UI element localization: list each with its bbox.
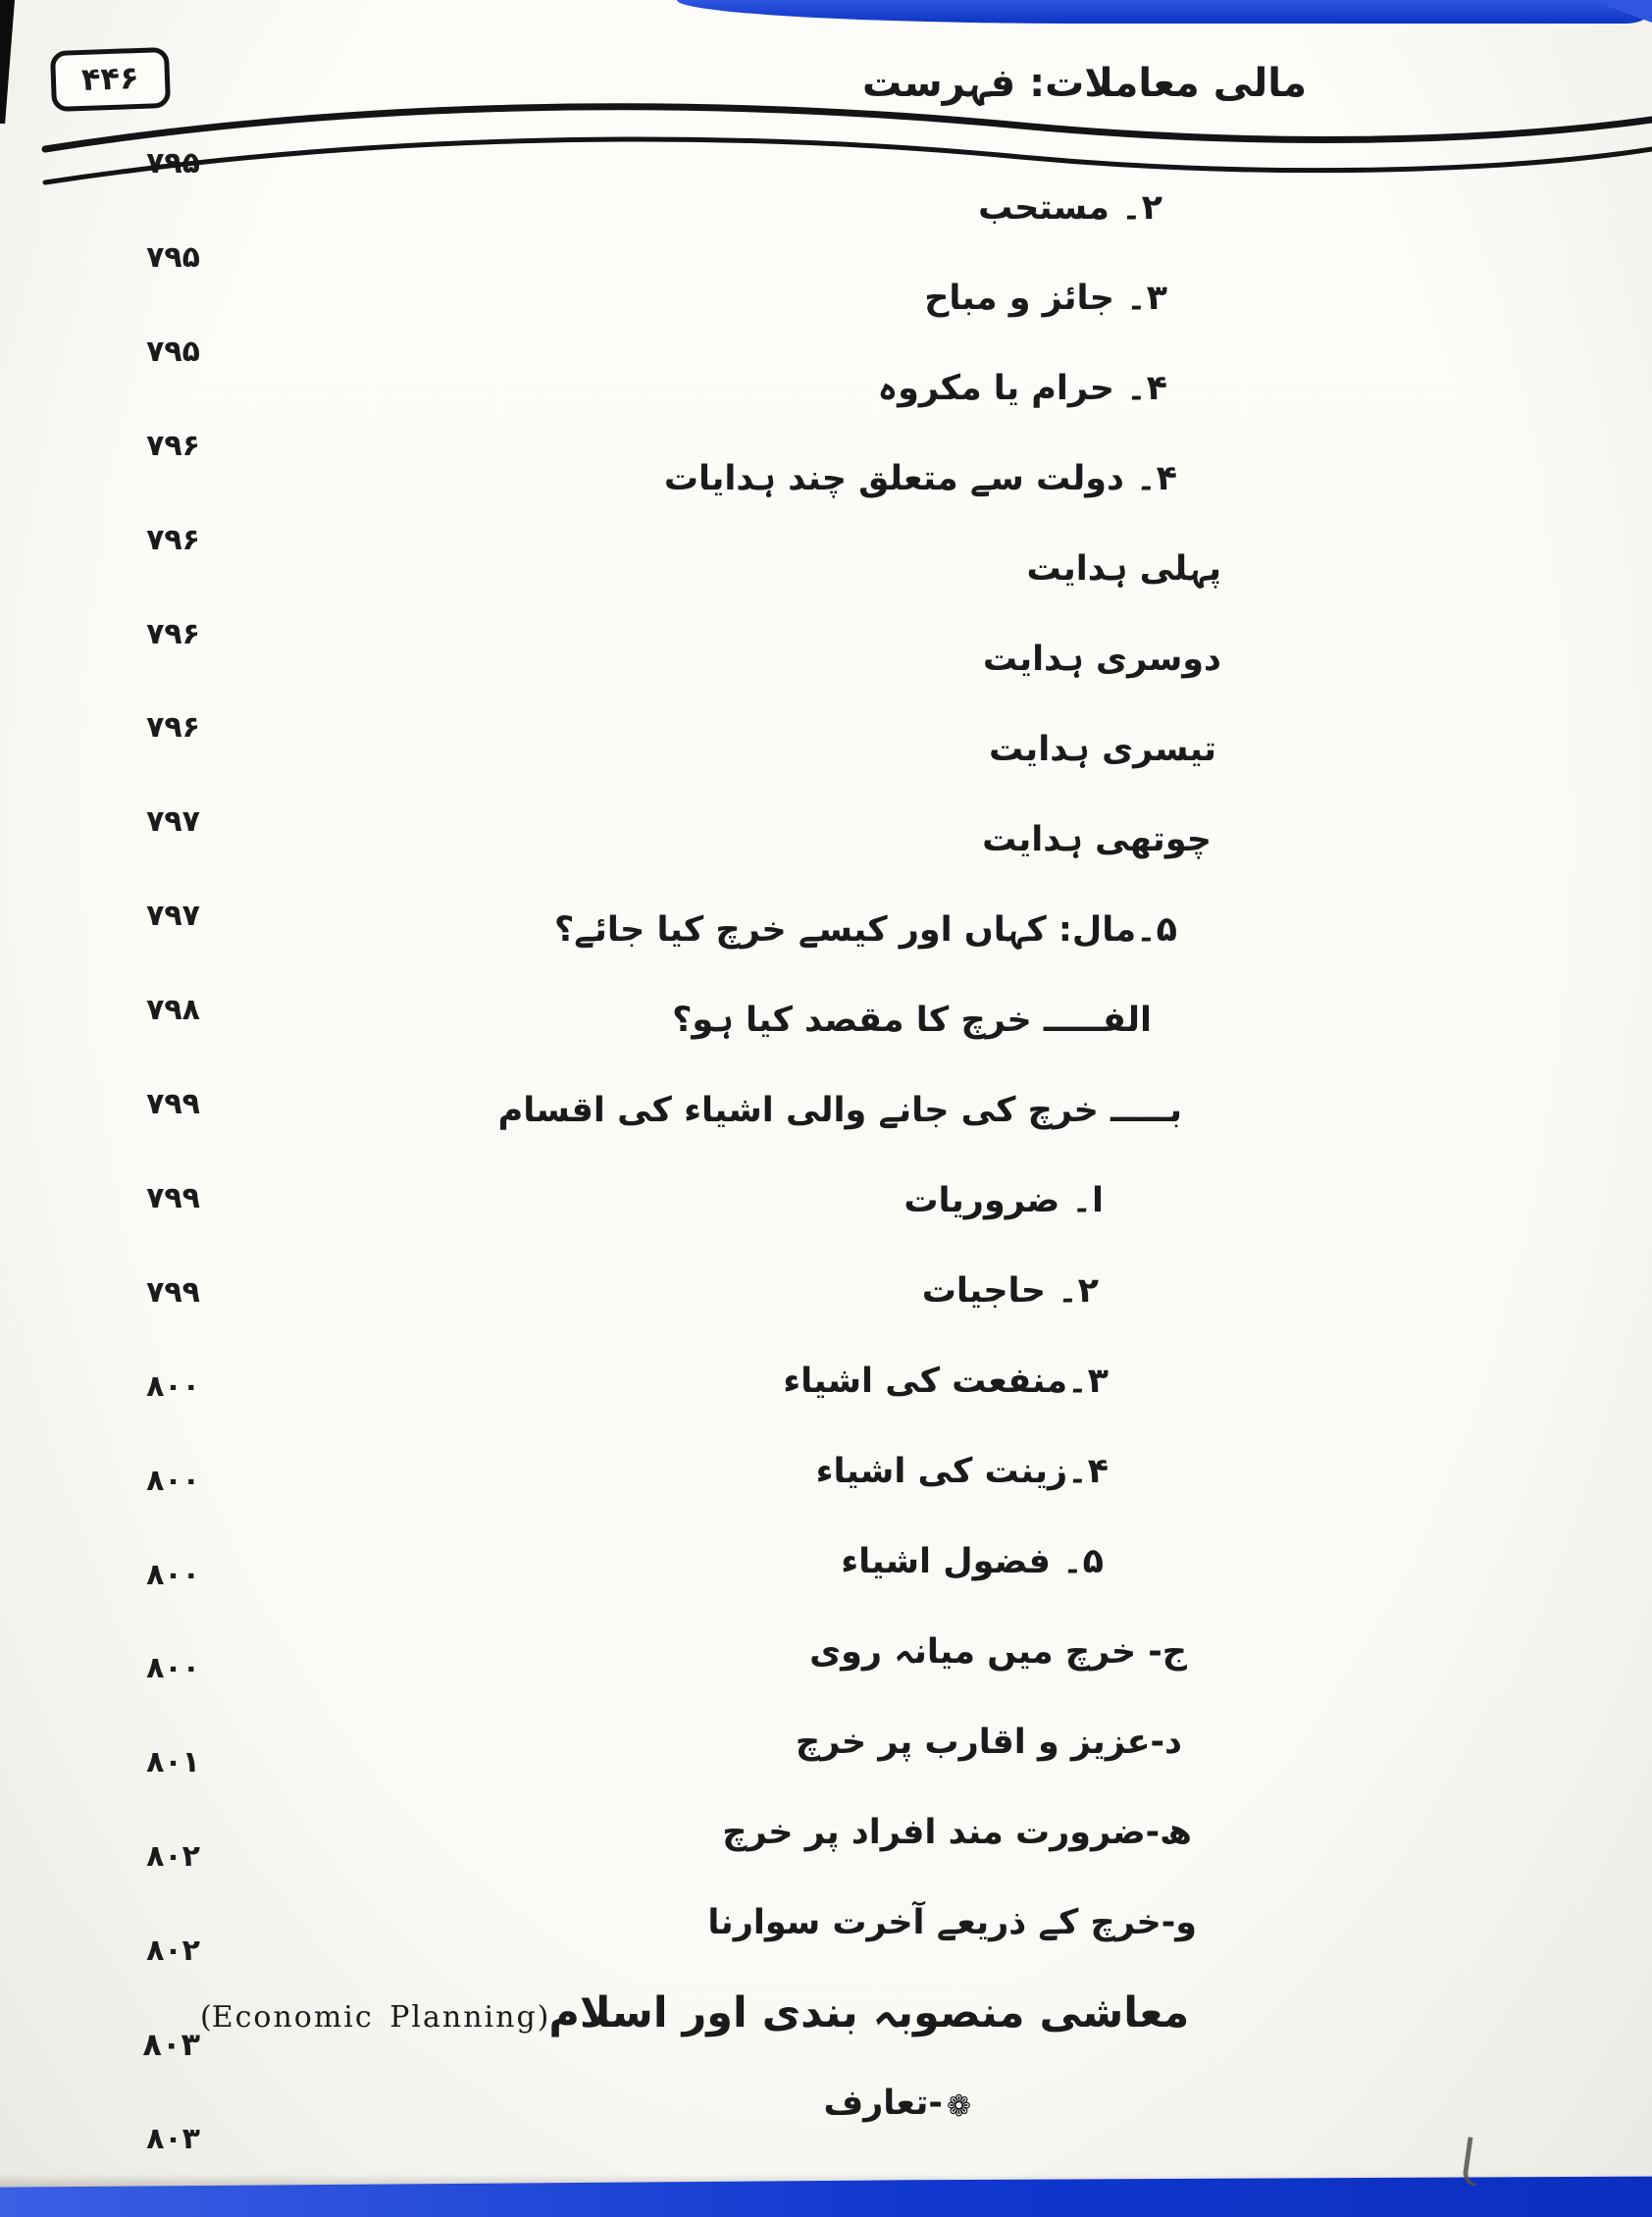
toc-page-number: ۸۰۰ (146, 1463, 200, 1498)
toc-row (0, 795, 1652, 885)
toc-entry (983, 640, 1652, 679)
toc-page-number: ۷۹۹ (146, 1086, 200, 1121)
toc-page-number: ۷۹۷ (146, 898, 200, 933)
toc-entry-label: ۴۔ حرام یا مکروہ (877, 369, 1167, 408)
toc-page-number: ۸۰۱ (146, 1744, 200, 1779)
toc-entry-label: د-عزیز و اقارب پر خرچ (795, 1723, 1182, 1762)
toc-entry (554, 910, 1652, 950)
toc-page-number: ۷۹۶ (146, 709, 200, 745)
toc-entry-label: دوسری ہدایت (982, 640, 1221, 679)
toc-entry-label: تیسری ہدایت (989, 730, 1216, 769)
toc-row (0, 885, 1652, 975)
toc-entry (982, 820, 1652, 859)
toc-row (0, 1065, 1652, 1156)
toc-page-number: ۷۹۹ (146, 1274, 200, 1310)
toc-entry-label: -تعارف (823, 2084, 943, 2123)
toc-entry (707, 1903, 1652, 1942)
toc-row (0, 428, 1652, 524)
toc-entry-label: بـــــ خرچ کی جانے والی اشیاء کی اقسام (497, 1091, 1182, 1130)
toc-row (0, 1607, 1652, 1697)
toc-entry-label: ۵۔ فضول اشیاء (841, 1542, 1104, 1581)
toc-entry-label: ۲۔ مستحب (978, 188, 1162, 228)
toc-entry (796, 1723, 1652, 1762)
toc-row (0, 1246, 1652, 1336)
toc-entry-label: الفـــــ خرچ کا مقصد کیا ہو؟ (672, 1001, 1152, 1040)
toc-entry-label: معاشی منصوبہ بندی اور اسلام (548, 1988, 1190, 2037)
toc-row (0, 614, 1652, 704)
toc-entry (809, 1632, 1652, 1672)
toc-entry-label: ۴۔ دولت سے متعلق چند ہدایات (663, 459, 1177, 498)
toc-entry-label: و-خرچ کے ذریعے آخرت سوارنا (707, 1903, 1197, 1942)
toc-row (0, 704, 1652, 795)
toc-entry-label: ھ-ضرورت مند افراد پر خرچ (722, 1813, 1192, 1852)
toc-page-number: ۷۹۵ (146, 145, 200, 180)
toc-entry-label: ۵۔مال: کہاں اور کیسے خرچ کیا جائے؟ (553, 910, 1177, 950)
flower-ornament-icon: ❁ (946, 2089, 971, 2124)
toc-row (0, 1968, 1652, 2063)
toc-entry-label: ۴۔زینت کی اشیاء (815, 1452, 1109, 1491)
toc-entry (841, 1542, 1652, 1581)
toc-entry-label: ا۔ ضروریات (903, 1181, 1104, 1220)
toc-row (0, 2058, 1652, 2156)
toc-entry (722, 1813, 1652, 1852)
toc-entry (989, 730, 1652, 769)
toc-entry-label: ۲۔ حاجیات (921, 1271, 1099, 1311)
toc-row (0, 1336, 1652, 1426)
toc-page-number: ۸۰۰ (146, 1650, 200, 1685)
toc-row (0, 1426, 1652, 1517)
toc-entry (672, 1001, 1652, 1040)
toc-entry (664, 459, 1652, 498)
toc-page-number: ۷۹۷ (146, 803, 200, 839)
toc-page-number: ۷۹۹ (146, 1180, 200, 1215)
toc-row (0, 1517, 1652, 1607)
toc-row (0, 1697, 1652, 1787)
toc-page-number: ۸۰۲ (146, 1838, 200, 1874)
toc-entry (1027, 549, 1652, 589)
toc-row (0, 1878, 1652, 1968)
table-of-contents (0, 145, 1652, 2156)
toc-entry (922, 1271, 1652, 1311)
toc-entry-label: ۳۔منفعت کی اشیاء (783, 1362, 1109, 1401)
toc-row (0, 975, 1652, 1065)
toc-entry (823, 2084, 1652, 2123)
header-double-rule (0, 0, 1652, 226)
toc-row (0, 334, 1652, 434)
toc-page-number: ۷۹۶ (146, 616, 200, 651)
toc-entry (878, 369, 1652, 408)
corner-page-number: ۴۴۶ (80, 58, 140, 99)
toc-entry (783, 1362, 1652, 1401)
toc-page-number: ۸۰۰ (146, 1368, 200, 1404)
toc-page-number: ۸۰۰ (146, 1557, 200, 1592)
toc-entry-label: ۳۔ جائز و مباح (924, 279, 1167, 318)
toc-row (0, 239, 1652, 343)
toc-entry (498, 1091, 1652, 1130)
toc-entry-label: چوتھی ہدایت (982, 820, 1212, 859)
toc-entry (200, 1988, 1652, 2037)
toc-entry (903, 1181, 1652, 1220)
toc-page-number: ۷۹۵ (146, 239, 200, 275)
toc-page-number: ۷۹۶ (146, 522, 200, 557)
toc-row (0, 1156, 1652, 1246)
toc-page-number: ۸۰۲ (146, 1933, 200, 1968)
toc-page-number: ۷۹۶ (146, 428, 200, 463)
toc-page-number: ۷۹۸ (146, 992, 200, 1027)
toc-entry-latin-label: (Economic Planning) (200, 2000, 549, 2035)
toc-page-number: ۸۰۳ (142, 2026, 200, 2063)
corner-page-number-badge (50, 47, 171, 112)
page-title: مالی معاملات: فہرست (861, 61, 1307, 106)
toc-page-number: ۷۹۵ (146, 334, 200, 369)
toc-entry (816, 1452, 1652, 1491)
toc-entry (924, 279, 1652, 318)
toc-row (0, 1787, 1652, 1878)
toc-row (0, 524, 1652, 614)
toc-entry-label: پہلی ہدایت (1026, 549, 1221, 589)
toc-entry-label: ج- خرچ میں میانہ روی (809, 1632, 1187, 1672)
toc-page-number: ۸۰۳ (146, 2121, 200, 2156)
